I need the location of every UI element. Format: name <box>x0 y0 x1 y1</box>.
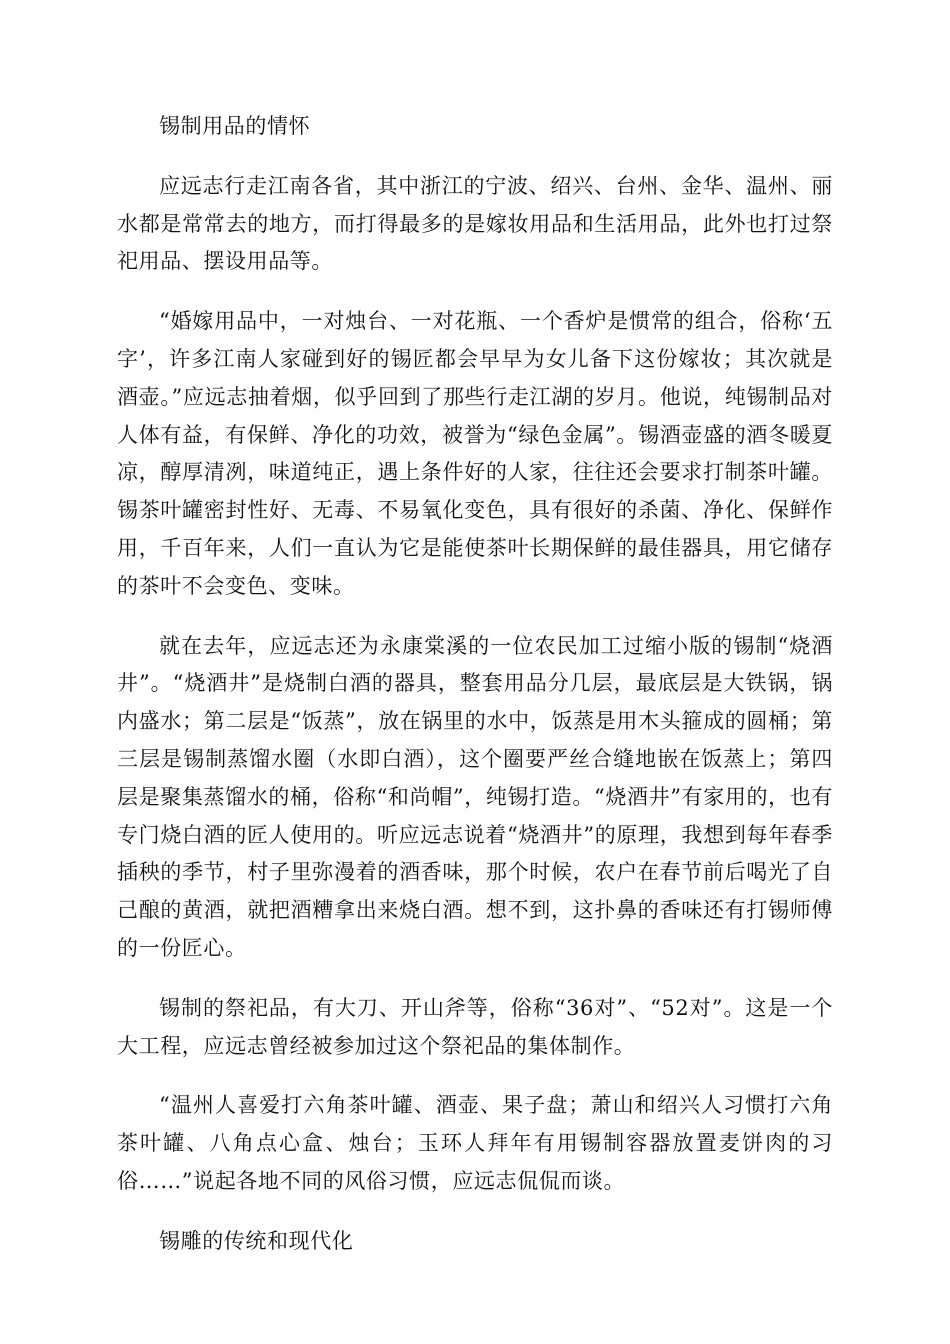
paragraph: “温州人喜爱打六角茶叶罐、酒壶、果子盘；萧山和绍兴人习惯打六角茶叶罐、八角点心盒、烛台；玉环人拜年有用锡制容器放置麦饼肉的习俗……”说起各地不同的风俗习惯，应远志侃侃而谈。 <box>117 1093 833 1193</box>
paragraph: 锡制的祭祀品，有大刀、开山斧等，俗称“36对”、“52对”。这是一个大工程，应远志曾经被参加过这个祭祀品的集体制作。 <box>117 995 833 1058</box>
spacer <box>117 1201 833 1223</box>
spacer <box>117 146 833 168</box>
spacer <box>117 1065 833 1087</box>
paragraph: 应远志行走江南各省，其中浙江的宁波、绍兴、台州、金华、温州、丽水都是常常去的地方，而打得最多的是嫁妆用品和生活用品，此外也打过祭祀用品、摆设用品等。 <box>117 173 833 274</box>
paragraph: 就在去年，应远志还为永康棠溪的一位农民加工过缩小版的锡制“烧酒井”。“烧酒井”是烧制白酒的器具，整套用品分几层，最底层是大铁锅，锅内盛水；第二层是“饭蒸”，放在锅里的水中，饭蒸是用木头箍成的圆桶；第三层是锡制蒸馏水圈（水即白酒），这个圈要严丝合缝地嵌在饭蒸上；第四层是聚集蒸馏水的桶，俗称“和尚帽”，纯锡打造。“烧酒井”有家用的，也有专门烧白酒的匠人使用的。听应远志说着“烧酒井”的原理，我想到每年春季插秧的季节，村子里弥漫着的酒香味，那个时候，农户在春节前后喝光了自己酿的黄酒，就把酒糟拿出来烧白酒。想不到，这扑鼻的香味还有打锡师傅的一份匠心。 <box>117 633 833 960</box>
spacer <box>117 968 833 990</box>
spacer <box>117 281 833 303</box>
paragraph: “婚嫁用品中，一对烛台、一对花瓶、一个香炉是惯常的组合，俗称‘五字’，许多江南人家碰到好的锡匠都会早早为女儿备下这份嫁妆；其次就是酒壶。”应远志抽着烟，似乎回到了那些行走江湖的岁月。他说，纯锡制品对人体有益，有保鲜、净化的功效，被誉为“绿色金属”。锡酒壶盛的酒冬暖夏凉，醇厚清冽，味道纯正，遇上条件好的人家，往往还会要求打制茶叶罐。锡茶叶罐密封性好、无毒、不易氧化变色，具有很好的杀菌、净化、保鲜作用，千百年来，人们一直认为它是能使茶叶长期保鲜的最佳器具，用它储存的茶叶不会变色、变味。 <box>117 309 833 598</box>
section-heading: 锡雕的传统和现代化 <box>159 1228 354 1253</box>
section-heading: 锡制用品的情怀 <box>159 114 311 138</box>
document-page <box>117 108 833 1261</box>
spacer <box>117 606 833 628</box>
